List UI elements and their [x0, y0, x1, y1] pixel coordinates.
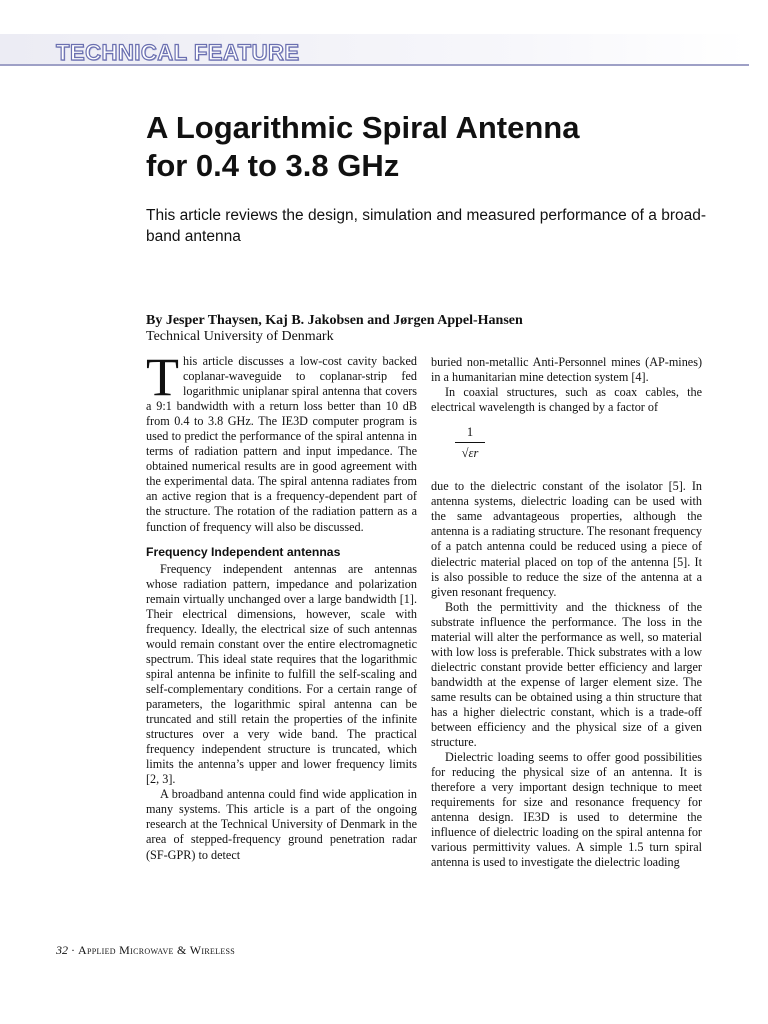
body-paragraph: Dielectric loading seems to offer good possibilities for reducing the physical size of an antenna. It is therefore a very important design technique to meet requirements for size and resonance frequency for antenna design. IE3D is used to determine the influence of dielectric loading on the spiral antenna for various permittivity values. A simple 1.5 turn spiral antenna is used to investigate the dielectric loading [431, 750, 702, 870]
drop-cap: T [146, 347, 179, 407]
body-paragraph: due to the dielectric constant of the isolator [5]. In antenna systems, dielectric loading can be used with the same advantageous properties, although the antenna is a radiating structure. The resonant frequency of a patch antenna could be reduced using a piece of dielectric material placed on top of the antenna [5]. It is also possible to reduce the size of the antenna at a given resonant frequency. [431, 479, 702, 599]
article-subtitle [146, 205, 706, 247]
author-affiliation: Technical University of Denmark [146, 329, 334, 344]
equation-denominator: √εr [461, 446, 479, 461]
page-footer [56, 943, 235, 958]
body-paragraph: In coaxial structures, such as coax cables, the electrical wavelength is changed by a factor of [431, 385, 702, 415]
article-title-line-1: A Logarithmic Spiral Antenna [146, 110, 580, 145]
equation-numerator: 1 [466, 425, 474, 440]
intro-text: his article discusses a low-cost cavity backed coplanar-waveguide to coplanar-strip fed logarithmic uniplanar spiral antenna that covers a 9:1 bandwidth with a return loss better than 10 dB from 0.4 to 3.8 GHz. The IE3D computer program is used to predict the performance of the spiral antenna in terms of radiation pattern and input impedance. The obtained numerical results are in good agreement with the experimental data. The spiral antenna radiates from an active region that is a frequency-dependent part of the structure. The rotation of the radiation pattern as a function of frequency will also be discussed. [146, 354, 417, 534]
page-number: 32 [56, 943, 68, 957]
journal-name: Applied Microwave & Wireless [78, 943, 236, 957]
article-title [146, 109, 746, 185]
body-column-right [431, 355, 702, 871]
body-paragraph: Frequency independent antennas are antennas whose radiation pattern, impedance and polarization remain virtually unchanged over a large bandwidth [1]. Their electrical dimensions, however, scale with frequency. Ideally, the electrical size of such antennas would remain constant over the entire electromagnetic spectrum. This ideal state requires that the logarithmic spiral antenna be infinite to fulfill the self-scaling and self-complementary conditions. For a certain range of parameters, the logarithmic spiral antenna can be truncated and still retain the properties of the infinite structures over a very wide band. The practical frequency independent structure is truncated, which limits the antenna’s upper and lower frequency limits [2, 3]. [146, 561, 417, 787]
author-byline: By Jesper Thaysen, Kaj B. Jakobsen and Jørgen Appel-Hansen [146, 313, 523, 328]
body-paragraph: A broadband antenna could find wide application in many systems. This article is a part of the ongoing research at the Technical University of Denmark in the area of stepped-frequency ground penetration radar (SF-GPR) to detect [146, 787, 417, 862]
section-label: TECHNICAL FEATURE [56, 40, 300, 65]
section-heading: Frequency Independent antennas [146, 544, 341, 559]
article-subtitle-line-1: This article reviews the design, simulation and measured performance of a broad- [146, 207, 706, 224]
article-title-line-2: for 0.4 to 3.8 GHz [146, 148, 400, 183]
body-paragraph: Both the permittivity and the thickness of the substrate influence the performance. The loss in the material will alter the performance as well, so material with low loss is preferable. Thick substrates with a low dielectric constant provide better efficiency and larger bandwidth at the expense of larger element size. The same results can be obtained using a thin structure that has a higher dielectric constant, which is a trade-off between efficiency and the physical size of a given structure. [431, 599, 702, 750]
intro-paragraph [146, 347, 417, 535]
equation [455, 425, 485, 461]
equation-fraction-bar [455, 442, 485, 443]
body-paragraph: buried non-metallic Anti-Personnel mines (AP-mines) in a humanitarian mine detection system [4]. [431, 355, 702, 385]
article-subtitle-line-2: band antenna [146, 228, 241, 245]
body-column-left [146, 347, 417, 863]
footer-separator: · [71, 943, 75, 957]
